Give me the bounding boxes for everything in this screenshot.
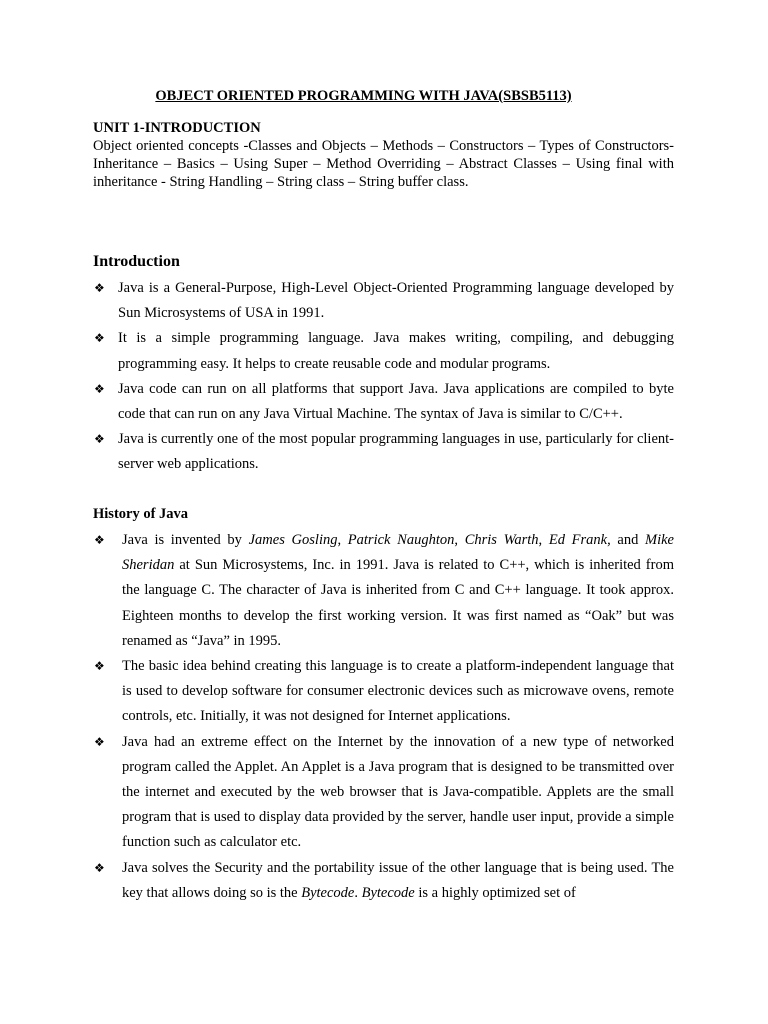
bullet-text: The basic idea behind creating this language is to create a platform-independent language that is used to develop software for consumer electronic devices such as microwave ovens, remote controls, etc. Initially, it was not designed for Internet applications. [122, 658, 674, 725]
unit-syllabus: Object oriented concepts -Classes and Objects – Methods – Constructors – Types of Constructors- Inheritance – Basics – Using Super – Method Overriding – Abstract Classes – Using final with inheritance - String Handling – String class – String buffer class. [93, 138, 674, 190]
text-run: at Sun Microsystems, Inc. in 1991. Java is related to C++, which is inherited from the language C. The character of Java is inherited from C and C++ language. It took approx. Eighteen months to develop the first working version. It was first named as “Oak” but was renamed as “Java” in 1995. [122, 557, 674, 649]
history-heading: History of Java [93, 506, 189, 522]
unit-section [93, 119, 674, 191]
page-title [93, 88, 674, 105]
diamond-bullet-icon: ❖ [94, 281, 105, 295]
inventor-name: Patrick Naughton [347, 532, 455, 548]
list-item [93, 427, 674, 477]
introduction-list [93, 276, 674, 478]
inventor-name: James Gosling [248, 532, 338, 548]
text-run: , and [607, 532, 646, 548]
text-run: Java solves the Security and the portability issue of the other language that is being used. The key that allows doing so is the [122, 859, 674, 901]
list-item [93, 856, 674, 906]
bullet-text: It is a simple programming language. Java makes writing, compiling, and debugging programming easy. It helps to create reusable code and modular programs. [118, 330, 674, 372]
history-list [93, 528, 674, 906]
diamond-bullet-icon: ❖ [94, 432, 105, 447]
title-text: OBJECT ORIENTED PROGRAMMING WITH JAVA(SBSB5113) [155, 88, 572, 104]
diamond-bullet-icon: ❖ [94, 734, 105, 749]
text-run: . [354, 884, 362, 901]
text-run: , [337, 532, 348, 548]
diamond-bullet-icon: ❖ [94, 381, 105, 396]
unit-heading: UNIT 1-INTRODUCTION [93, 120, 261, 136]
list-item [93, 276, 674, 326]
list-item [93, 654, 674, 730]
list-item [93, 528, 674, 654]
bullet-text: Java is a General-Purpose, High-Level Object-Oriented Programming language developed by Sun Microsystems of USA in 1991. [118, 280, 674, 322]
text-run: , [454, 532, 465, 548]
text-run: Java is invented by [122, 532, 249, 548]
bullet-text: Java had an extreme effect on the Internet by the innovation of a new type of networked program called the Applet. An Applet is a Java program that is designed to be transmitted over the internet and executed by the web browser that is Java-compatible. Applets are the small program that is used to display data provided by the server, handle user input, provide a simple function such as calculator etc. [122, 733, 674, 851]
bytecode-term: Bytecode [301, 884, 355, 901]
bullet-text: Java code can run on all platforms that support Java. Java applications are compiled to byte code that can run on any Java Virtual Machine. The syntax of Java is similar to C/C++. [118, 380, 674, 423]
inventor-name: Ed Frank [548, 532, 608, 548]
list-item [93, 377, 674, 427]
diamond-bullet-icon: ❖ [94, 659, 105, 674]
inventor-name: Chris Warth [464, 532, 539, 548]
bytecode-term: Bytecode [361, 884, 415, 901]
introduction-heading: Introduction [93, 253, 180, 270]
inventor-name: Mike Sheridan [122, 532, 674, 574]
text-run: , [538, 532, 549, 548]
bullet-text: Java is currently one of the most popular programming languages in use, particularly for client-server web applications. [118, 431, 674, 473]
list-item [93, 730, 674, 856]
diamond-bullet-icon: ❖ [94, 860, 105, 875]
diamond-bullet-icon: ❖ [94, 533, 105, 547]
list-item [93, 326, 674, 376]
diamond-bullet-icon: ❖ [94, 331, 105, 346]
text-run: is a highly optimized set of [414, 884, 576, 901]
